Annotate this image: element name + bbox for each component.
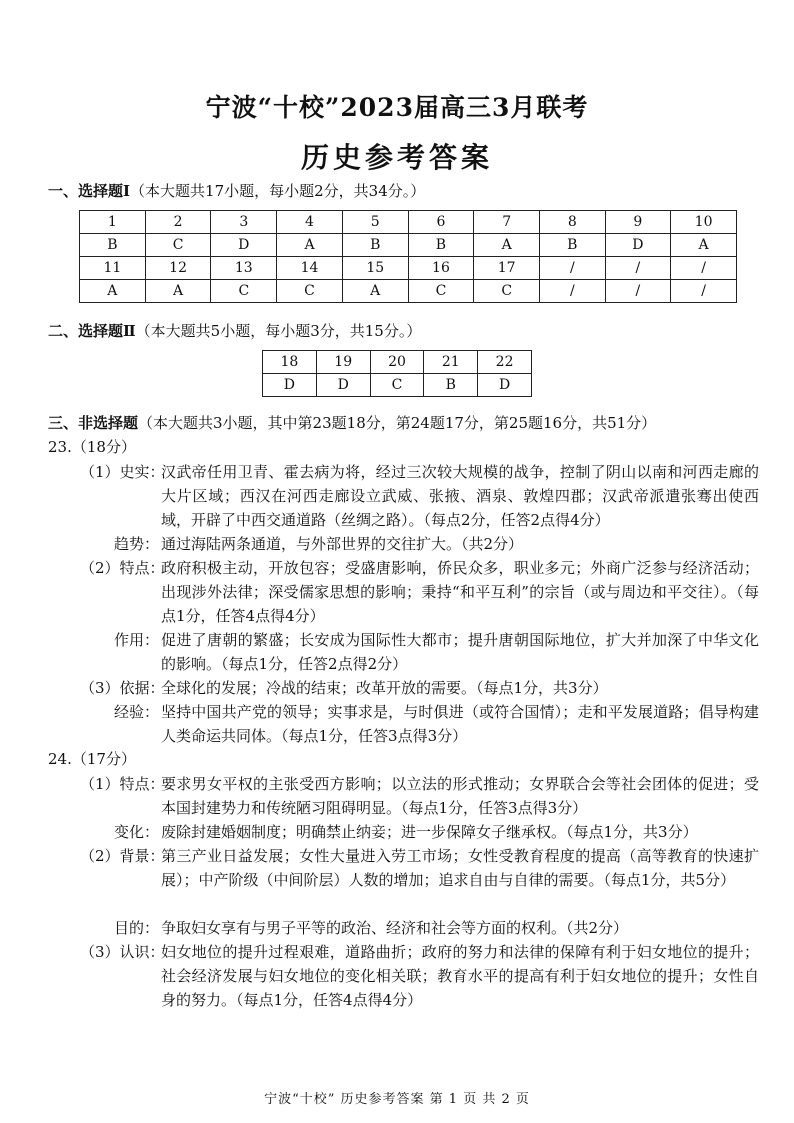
q24-part1-text: 要求男女平权的主张受西方影响；以立法的形式推动；女界联合会等社会团体的促进；受本国封建势力和传统陋习阻碍明显。（每点1分，任答3点得3分） <box>161 775 759 817</box>
table-row <box>263 351 532 374</box>
table-cell: B <box>80 234 146 257</box>
table-cell: D <box>478 374 532 397</box>
q23-part2-label: （2）特点： <box>80 559 165 577</box>
table-cell: 14 <box>277 257 343 280</box>
section2-answer-table <box>262 350 532 397</box>
table-cell: B <box>408 234 474 257</box>
table-cell: 15 <box>342 257 408 280</box>
section1-note: （本大题共17小题，每小题2分，共34分。） <box>130 182 426 200</box>
table-cell: 2 <box>145 211 211 234</box>
q24-number: 24.（17分） <box>48 750 136 768</box>
table-cell: 22 <box>478 351 532 374</box>
q24-part2-label: （2）背景： <box>80 847 165 865</box>
table-cell: / <box>671 280 737 303</box>
table-cell: 17 <box>474 257 540 280</box>
page-footer: 宁波“十校” 历史参考答案 第 1 页 共 2 页 <box>264 1092 530 1107</box>
table-cell: B <box>540 234 606 257</box>
table-cell: A <box>277 234 343 257</box>
table-cell: 8 <box>540 211 606 234</box>
table-cell: / <box>540 257 606 280</box>
table-row <box>80 257 737 280</box>
page-title: 宁波“十校”2023届高三3月联考 <box>205 93 589 122</box>
section3-heading-line <box>48 412 656 433</box>
table-row <box>80 280 737 303</box>
table-cell: C <box>408 280 474 303</box>
table-cell: 10 <box>671 211 737 234</box>
table-row <box>80 211 737 234</box>
q23-part3-text: 全球化的发展；冷战的结束；改革开放的需要。（每点1分，共3分） <box>161 679 608 697</box>
table-cell: C <box>370 374 424 397</box>
section1-heading-line <box>48 180 425 201</box>
table-cell: 11 <box>80 257 146 280</box>
table-cell: B <box>342 234 408 257</box>
table-cell: A <box>145 280 211 303</box>
table-cell: 1 <box>80 211 146 234</box>
table-cell: / <box>605 257 671 280</box>
table-cell: 5 <box>342 211 408 234</box>
section2-heading-line <box>48 320 421 341</box>
table-cell: A <box>80 280 146 303</box>
table-cell: C <box>211 280 277 303</box>
table-cell: D <box>211 234 277 257</box>
table-cell: B <box>424 374 478 397</box>
q24-part2-text: 第三产业日益发展；女性大量进入劳工市场；女性受教育程度的提高（高等教育的快速扩展）；中产阶级（中间阶层）人数的增加；追求自由与自律的需要。（每点1分，共5分） <box>161 847 759 889</box>
table-cell: 4 <box>277 211 343 234</box>
q24-change-text: 废除封建婚姻制度；明确禁止纳妾；进一步保障女子继承权。（每点1分，共3分） <box>161 823 698 841</box>
section1-answer-table <box>79 210 737 303</box>
q23-part1-label: （1）史实： <box>80 463 165 481</box>
table-cell: / <box>540 280 606 303</box>
q24-part3-text: 妇女地位的提升过程艰难，道路曲折；政府的努力和法律的保障有利于妇女地位的提升；社会经济发展与妇女地位的变化相关联；教育水平的提高有利于妇女地位的提升；女性自身的努力。（每点1分，任答4点得4分） <box>161 943 759 1009</box>
q23-number: 23.（18分） <box>48 438 136 456</box>
q24-aim-text: 争取妇女享有与男子平等的政治、经济和社会等方面的权利。（共2分） <box>161 919 629 937</box>
q23-experience-text: 坚持中国共产党的领导；实事求是，与时俱进（或符合国情）；走和平发展道路；倡导构建人类命运共同体。（每点1分，任答3点得3分） <box>161 703 759 745</box>
table-cell: 6 <box>408 211 474 234</box>
table-cell: C <box>474 280 540 303</box>
q23-role-text: 促进了唐朝的繁盛；长安成为国际性大都市；提升唐朝国际地位，扩大并加深了中华文化的影响。（每点1分，任答2点得2分） <box>161 631 759 673</box>
page-subtitle: 历史参考答案 <box>300 141 493 174</box>
q23-part3-label: （3）依据： <box>80 679 165 697</box>
section3-heading: 三、非选择题 <box>48 414 139 432</box>
q23-trend-text: 通过海陆两条通道，与外部世界的交往扩大。（共2分） <box>161 535 524 553</box>
q24-aim-label: 目的： <box>114 919 160 937</box>
section2-note: （本大题共5小题，每小题3分，共15分。） <box>135 322 422 340</box>
section1-heading: 一、选择题Ⅰ <box>48 182 131 200</box>
table-cell: 13 <box>211 257 277 280</box>
table-cell: D <box>605 234 671 257</box>
q24-part1-label: （1）特点： <box>80 775 165 793</box>
table-cell: D <box>316 374 370 397</box>
section2-heading: 二、选择题Ⅱ <box>48 322 136 340</box>
table-cell: 21 <box>424 351 478 374</box>
table-cell: 3 <box>211 211 277 234</box>
table-row <box>263 374 532 397</box>
table-cell: C <box>277 280 343 303</box>
table-cell: C <box>145 234 211 257</box>
q23-part1-text: 汉武帝任用卫青、霍去病为将，经过三次较大规模的战争，控制了阴山以南和河西走廊的大片区域；西汉在河西走廊设立武威、张掖、酒泉、敦煌四郡；汉武帝派遣张骞出使西域，开辟了中西交通道路（丝绸之路）。（每点2分，任答2点得4分） <box>161 463 759 529</box>
table-cell: A <box>474 234 540 257</box>
q23-role-label: 作用： <box>114 631 160 649</box>
table-cell: 9 <box>605 211 671 234</box>
q23-trend-label: 趋势： <box>114 535 160 553</box>
table-row <box>80 234 737 257</box>
table-cell: 19 <box>316 351 370 374</box>
table-cell: 20 <box>370 351 424 374</box>
table-cell: 18 <box>263 351 317 374</box>
table-cell: 12 <box>145 257 211 280</box>
section3-note: （本大题共3小题，其中第23题18分，第24题17分，第25题16分，共51分） <box>138 414 657 432</box>
q23-experience-label: 经验： <box>114 703 160 721</box>
q24-change-label: 变化： <box>114 823 160 841</box>
q24-part3-label: （3）认识： <box>80 943 165 961</box>
table-cell: 7 <box>474 211 540 234</box>
table-cell: / <box>605 280 671 303</box>
table-cell: A <box>342 280 408 303</box>
table-cell: D <box>263 374 317 397</box>
table-cell: 16 <box>408 257 474 280</box>
table-cell: / <box>671 257 737 280</box>
table-cell: A <box>671 234 737 257</box>
q23-part2-text: 政府积极主动，开放包容；受盛唐影响，侨民众多，职业多元；外商广泛参与经济活动；出现涉外法律；深受儒家思想的影响；秉持“和平互利”的宗旨（或与周边和平交往）。（每点1分，任答4点得4分） <box>161 559 759 625</box>
